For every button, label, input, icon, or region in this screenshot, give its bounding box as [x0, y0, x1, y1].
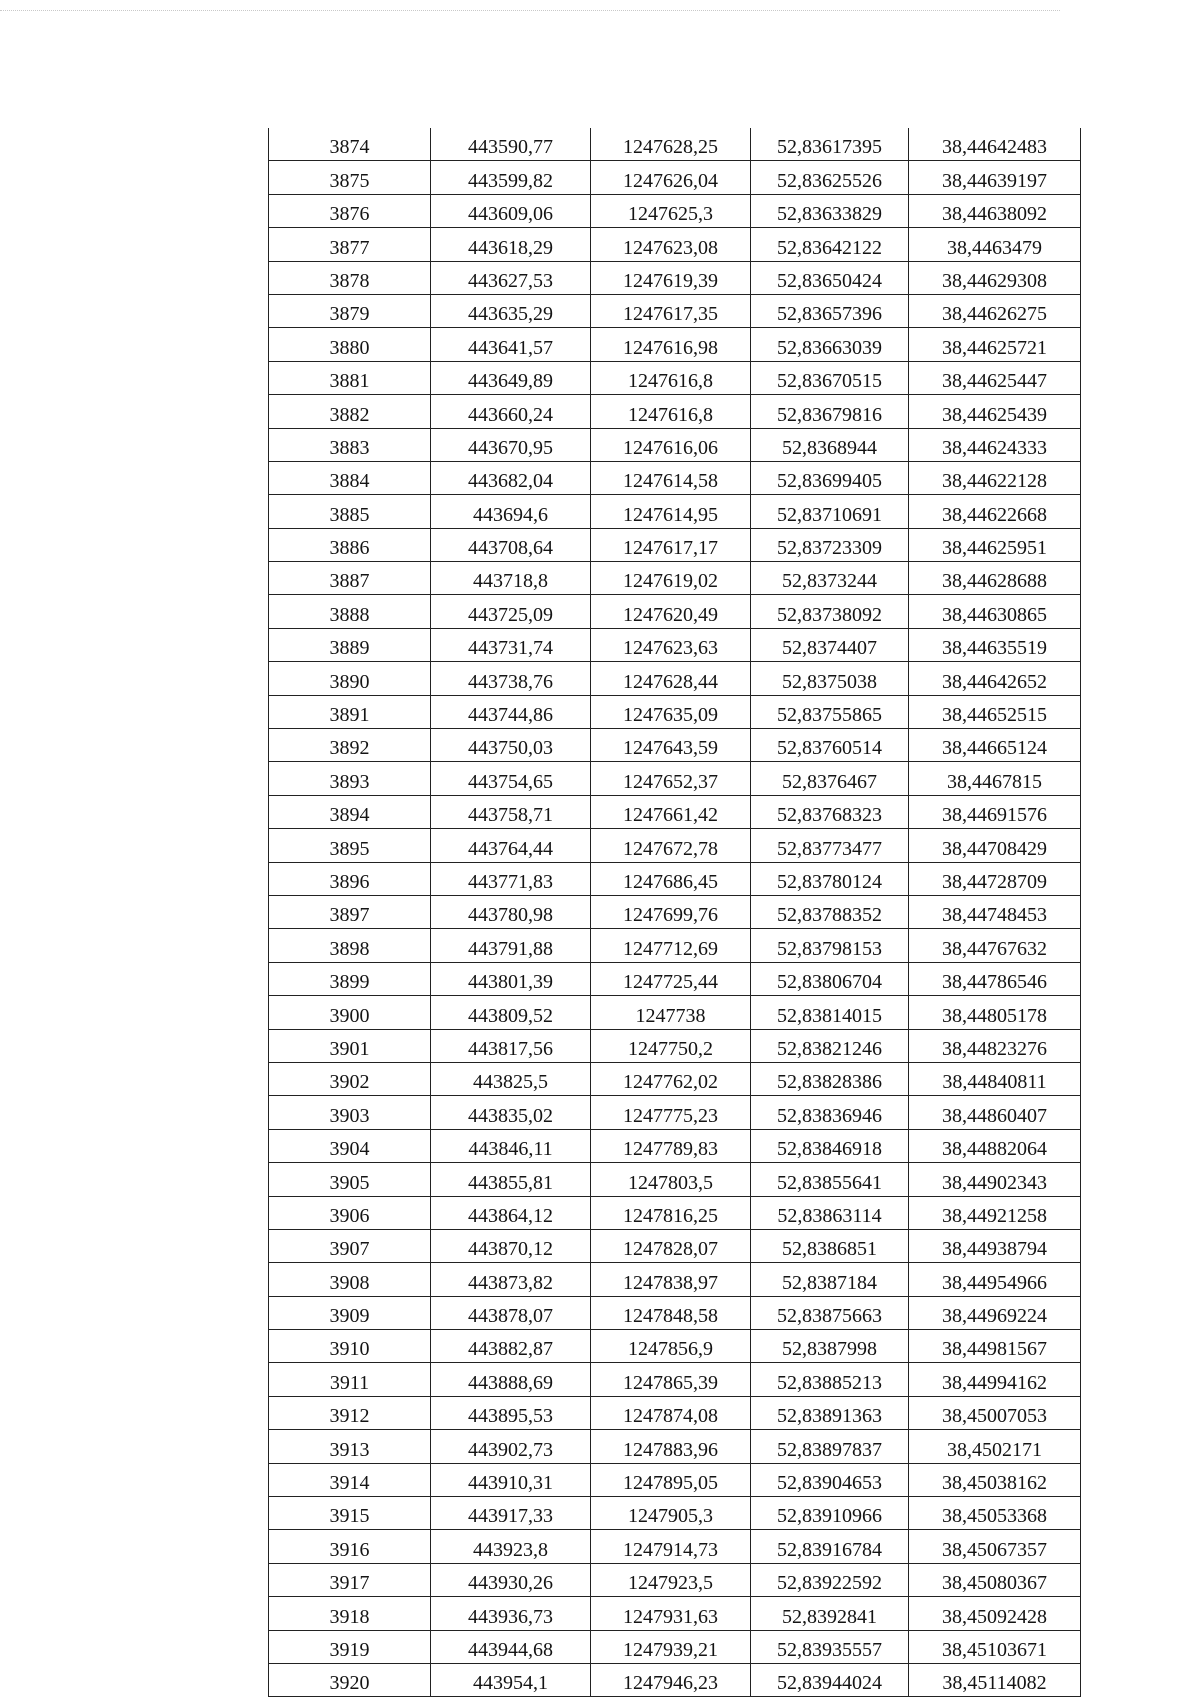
- coord-y-cell: 1247905,3: [591, 1497, 751, 1530]
- coord-y-cell: 1247931,63: [591, 1597, 751, 1630]
- coord-x-cell: 443895,53: [431, 1396, 591, 1429]
- coord-lat-cell: 52,83773477: [751, 829, 909, 862]
- coord-y-cell: 1247848,58: [591, 1296, 751, 1329]
- coord-lon-cell: 38,4502171: [909, 1430, 1081, 1463]
- table-row: [269, 1530, 1081, 1563]
- point-number-cell: 3884: [269, 461, 431, 494]
- coord-lon-cell: 38,44860407: [909, 1096, 1081, 1129]
- coord-x-cell: 443864,12: [431, 1196, 591, 1229]
- point-number-cell: 3875: [269, 161, 431, 194]
- coord-x-cell: 443708,64: [431, 528, 591, 561]
- table-row: [269, 562, 1081, 595]
- coord-x-cell: 443694,6: [431, 495, 591, 528]
- coord-x-cell: 443590,77: [431, 128, 591, 161]
- table-row: [269, 428, 1081, 461]
- coord-y-cell: 1247616,06: [591, 428, 751, 461]
- coord-x-cell: 443731,74: [431, 628, 591, 661]
- coord-lat-cell: 52,83657396: [751, 294, 909, 327]
- coord-y-cell: 1247750,2: [591, 1029, 751, 1062]
- coord-x-cell: 443764,44: [431, 829, 591, 862]
- coord-y-cell: 1247635,09: [591, 695, 751, 728]
- coord-y-cell: 1247628,44: [591, 662, 751, 695]
- point-number-cell: 3882: [269, 395, 431, 428]
- coord-lat-cell: 52,8387184: [751, 1263, 909, 1296]
- coord-lon-cell: 38,4467815: [909, 762, 1081, 795]
- table-row: [269, 361, 1081, 394]
- coord-x-cell: 443817,56: [431, 1029, 591, 1062]
- coord-x-cell: 443750,03: [431, 729, 591, 762]
- coord-x-cell: 443718,8: [431, 562, 591, 595]
- coord-lat-cell: 52,83755865: [751, 695, 909, 728]
- table-row: [269, 1029, 1081, 1062]
- table-row: [269, 1330, 1081, 1363]
- coord-lon-cell: 38,44981567: [909, 1330, 1081, 1363]
- coord-lon-cell: 38,44622668: [909, 495, 1081, 528]
- coord-lat-cell: 52,8368944: [751, 428, 909, 461]
- point-number-cell: 3889: [269, 628, 431, 661]
- coord-lat-cell: 52,83768323: [751, 795, 909, 828]
- coord-y-cell: 1247614,58: [591, 461, 751, 494]
- table-row: [269, 1463, 1081, 1496]
- coord-x-cell: 443635,29: [431, 294, 591, 327]
- coord-lat-cell: 52,8386851: [751, 1229, 909, 1262]
- table-row: [269, 1062, 1081, 1095]
- coord-y-cell: 1247856,9: [591, 1330, 751, 1363]
- coord-x-cell: 443660,24: [431, 395, 591, 428]
- point-number-cell: 3890: [269, 662, 431, 695]
- coord-lon-cell: 38,44625951: [909, 528, 1081, 561]
- point-number-cell: 3877: [269, 228, 431, 261]
- point-number-cell: 3914: [269, 1463, 431, 1496]
- coord-y-cell: 1247712,69: [591, 929, 751, 962]
- coord-y-cell: 1247895,05: [591, 1463, 751, 1496]
- coord-y-cell: 1247874,08: [591, 1396, 751, 1429]
- coord-x-cell: 443888,69: [431, 1363, 591, 1396]
- coord-lon-cell: 38,44625721: [909, 328, 1081, 361]
- coord-y-cell: 1247762,02: [591, 1062, 751, 1095]
- coord-lat-cell: 52,83885213: [751, 1363, 909, 1396]
- coord-lat-cell: 52,83836946: [751, 1096, 909, 1129]
- point-number-cell: 3896: [269, 862, 431, 895]
- table-row: [269, 595, 1081, 628]
- coord-lat-cell: 52,8387998: [751, 1330, 909, 1363]
- table-row: [269, 829, 1081, 862]
- coord-lat-cell: 52,83670515: [751, 361, 909, 394]
- point-number-cell: 3897: [269, 895, 431, 928]
- coord-lat-cell: 52,83788352: [751, 895, 909, 928]
- coord-lon-cell: 38,44748453: [909, 895, 1081, 928]
- coord-lon-cell: 38,44708429: [909, 829, 1081, 862]
- coord-y-cell: 1247617,17: [591, 528, 751, 561]
- coord-lat-cell: 52,83922592: [751, 1563, 909, 1596]
- table-row: [269, 1263, 1081, 1296]
- coord-y-cell: 1247686,45: [591, 862, 751, 895]
- table-row: [269, 929, 1081, 962]
- coord-lat-cell: 52,83633829: [751, 194, 909, 227]
- coord-lat-cell: 52,8376467: [751, 762, 909, 795]
- table-row: [269, 962, 1081, 995]
- coord-lat-cell: 52,83863114: [751, 1196, 909, 1229]
- coord-lat-cell: 52,83710691: [751, 495, 909, 528]
- coord-lat-cell: 52,83891363: [751, 1396, 909, 1429]
- point-number-cell: 3886: [269, 528, 431, 561]
- coord-lat-cell: 52,83935557: [751, 1630, 909, 1663]
- coord-x-cell: 443923,8: [431, 1530, 591, 1563]
- coord-lon-cell: 38,44622128: [909, 461, 1081, 494]
- coord-y-cell: 1247789,83: [591, 1129, 751, 1162]
- point-number-cell: 3899: [269, 962, 431, 995]
- point-number-cell: 3880: [269, 328, 431, 361]
- coord-y-cell: 1247725,44: [591, 962, 751, 995]
- table-row: [269, 1229, 1081, 1262]
- coord-x-cell: 443917,33: [431, 1497, 591, 1530]
- coord-x-cell: 443930,26: [431, 1563, 591, 1596]
- coord-y-cell: 1247914,73: [591, 1530, 751, 1563]
- table-row: [269, 495, 1081, 528]
- coord-lon-cell: 38,45007053: [909, 1396, 1081, 1429]
- table-row: [269, 1597, 1081, 1630]
- coord-lat-cell: 52,83846918: [751, 1129, 909, 1162]
- coord-lat-cell: 52,83828386: [751, 1062, 909, 1095]
- point-number-cell: 3895: [269, 829, 431, 862]
- coord-lon-cell: 38,45080367: [909, 1563, 1081, 1596]
- coord-lon-cell: 38,4463479: [909, 228, 1081, 261]
- coord-y-cell: 1247816,25: [591, 1196, 751, 1229]
- coord-lon-cell: 38,44625439: [909, 395, 1081, 428]
- coord-x-cell: 443825,5: [431, 1062, 591, 1095]
- coord-lat-cell: 52,83798153: [751, 929, 909, 962]
- point-number-cell: 3906: [269, 1196, 431, 1229]
- coord-y-cell: 1247617,35: [591, 294, 751, 327]
- coord-x-cell: 443835,02: [431, 1096, 591, 1129]
- point-number-cell: 3874: [269, 128, 431, 161]
- table-row: [269, 294, 1081, 327]
- coord-x-cell: 443758,71: [431, 795, 591, 828]
- scan-edge-line: [0, 10, 1060, 11]
- point-number-cell: 3911: [269, 1363, 431, 1396]
- coord-x-cell: 443910,31: [431, 1463, 591, 1496]
- coord-y-cell: 1247672,78: [591, 829, 751, 862]
- coord-lon-cell: 38,44902343: [909, 1163, 1081, 1196]
- coord-x-cell: 443809,52: [431, 996, 591, 1029]
- coord-y-cell: 1247738: [591, 996, 751, 1029]
- coord-lat-cell: 52,83814015: [751, 996, 909, 1029]
- table-row: [269, 128, 1081, 161]
- coord-lat-cell: 52,83904653: [751, 1463, 909, 1496]
- coord-lat-cell: 52,83679816: [751, 395, 909, 428]
- coord-lat-cell: 52,83699405: [751, 461, 909, 494]
- coord-lon-cell: 38,44628688: [909, 562, 1081, 595]
- table-row: [269, 1663, 1081, 1696]
- point-number-cell: 3898: [269, 929, 431, 962]
- coord-lat-cell: 52,83650424: [751, 261, 909, 294]
- point-number-cell: 3900: [269, 996, 431, 1029]
- table-row: [269, 729, 1081, 762]
- coord-x-cell: 443609,06: [431, 194, 591, 227]
- coord-lat-cell: 52,83897837: [751, 1430, 909, 1463]
- table-row: [269, 1129, 1081, 1162]
- point-number-cell: 3887: [269, 562, 431, 595]
- point-number-cell: 3878: [269, 261, 431, 294]
- coord-lon-cell: 38,44954966: [909, 1263, 1081, 1296]
- coord-x-cell: 443641,57: [431, 328, 591, 361]
- coord-y-cell: 1247616,8: [591, 395, 751, 428]
- coord-lat-cell: 52,83617395: [751, 128, 909, 161]
- coord-y-cell: 1247625,3: [591, 194, 751, 227]
- table-row: [269, 1363, 1081, 1396]
- coord-y-cell: 1247865,39: [591, 1363, 751, 1396]
- coord-lon-cell: 38,44629308: [909, 261, 1081, 294]
- coord-lon-cell: 38,44639197: [909, 161, 1081, 194]
- coordinates-table: [268, 128, 1081, 1697]
- coord-lon-cell: 38,44626275: [909, 294, 1081, 327]
- table-row: [269, 1430, 1081, 1463]
- coord-lon-cell: 38,44665124: [909, 729, 1081, 762]
- table-row: [269, 1563, 1081, 1596]
- table-row: [269, 795, 1081, 828]
- table-row: [269, 1096, 1081, 1129]
- coord-lon-cell: 38,44938794: [909, 1229, 1081, 1262]
- point-number-cell: 3904: [269, 1129, 431, 1162]
- point-number-cell: 3918: [269, 1597, 431, 1630]
- coord-lat-cell: 52,83875663: [751, 1296, 909, 1329]
- coord-lon-cell: 38,44642483: [909, 128, 1081, 161]
- coord-lon-cell: 38,44994162: [909, 1363, 1081, 1396]
- coord-x-cell: 443744,86: [431, 695, 591, 728]
- point-number-cell: 3916: [269, 1530, 431, 1563]
- table-row: [269, 762, 1081, 795]
- coordinates-table-body: [269, 128, 1081, 1697]
- point-number-cell: 3908: [269, 1263, 431, 1296]
- table-row: [269, 1196, 1081, 1229]
- coord-x-cell: 443944,68: [431, 1630, 591, 1663]
- coord-lon-cell: 38,44624333: [909, 428, 1081, 461]
- table-row: [269, 996, 1081, 1029]
- coord-lon-cell: 38,44882064: [909, 1129, 1081, 1162]
- coord-lat-cell: 52,83944024: [751, 1663, 909, 1696]
- coord-lat-cell: 52,8375038: [751, 662, 909, 695]
- coord-y-cell: 1247775,23: [591, 1096, 751, 1129]
- coord-x-cell: 443791,88: [431, 929, 591, 962]
- coord-y-cell: 1247623,63: [591, 628, 751, 661]
- coord-y-cell: 1247699,76: [591, 895, 751, 928]
- coord-y-cell: 1247923,5: [591, 1563, 751, 1596]
- table-row: [269, 194, 1081, 227]
- point-number-cell: 3901: [269, 1029, 431, 1062]
- coord-y-cell: 1247939,21: [591, 1630, 751, 1663]
- coord-lon-cell: 38,45067357: [909, 1530, 1081, 1563]
- coord-x-cell: 443878,07: [431, 1296, 591, 1329]
- point-number-cell: 3881: [269, 361, 431, 394]
- coord-x-cell: 443682,04: [431, 461, 591, 494]
- coord-lat-cell: 52,83738092: [751, 595, 909, 628]
- point-number-cell: 3892: [269, 729, 431, 762]
- table-row: [269, 895, 1081, 928]
- coord-y-cell: 1247828,07: [591, 1229, 751, 1262]
- coord-x-cell: 443738,76: [431, 662, 591, 695]
- coord-x-cell: 443846,11: [431, 1129, 591, 1162]
- coord-x-cell: 443882,87: [431, 1330, 591, 1363]
- coord-lon-cell: 38,45053368: [909, 1497, 1081, 1530]
- table-row: [269, 328, 1081, 361]
- coord-lon-cell: 38,44691576: [909, 795, 1081, 828]
- point-number-cell: 3883: [269, 428, 431, 461]
- point-number-cell: 3902: [269, 1062, 431, 1095]
- coord-lon-cell: 38,44728709: [909, 862, 1081, 895]
- table-row: [269, 1497, 1081, 1530]
- coord-y-cell: 1247623,08: [591, 228, 751, 261]
- coord-x-cell: 443873,82: [431, 1263, 591, 1296]
- point-number-cell: 3894: [269, 795, 431, 828]
- coord-lon-cell: 38,45103671: [909, 1630, 1081, 1663]
- coord-x-cell: 443801,39: [431, 962, 591, 995]
- table-row: [269, 695, 1081, 728]
- coord-y-cell: 1247616,98: [591, 328, 751, 361]
- point-number-cell: 3919: [269, 1630, 431, 1663]
- coord-y-cell: 1247883,96: [591, 1430, 751, 1463]
- coord-x-cell: 443725,09: [431, 595, 591, 628]
- coord-lat-cell: 52,83663039: [751, 328, 909, 361]
- point-number-cell: 3905: [269, 1163, 431, 1196]
- table-row: [269, 1163, 1081, 1196]
- coord-lon-cell: 38,44630865: [909, 595, 1081, 628]
- table-row: [269, 1396, 1081, 1429]
- coord-y-cell: 1247946,23: [591, 1663, 751, 1696]
- coord-lat-cell: 52,83625526: [751, 161, 909, 194]
- point-number-cell: 3907: [269, 1229, 431, 1262]
- coord-lon-cell: 38,44921258: [909, 1196, 1081, 1229]
- point-number-cell: 3909: [269, 1296, 431, 1329]
- table-row: [269, 628, 1081, 661]
- coord-lon-cell: 38,44823276: [909, 1029, 1081, 1062]
- coord-lat-cell: 52,83723309: [751, 528, 909, 561]
- coord-y-cell: 1247652,37: [591, 762, 751, 795]
- point-number-cell: 3917: [269, 1563, 431, 1596]
- coord-lat-cell: 52,83760514: [751, 729, 909, 762]
- coord-x-cell: 443627,53: [431, 261, 591, 294]
- coord-lat-cell: 52,8392841: [751, 1597, 909, 1630]
- point-number-cell: 3888: [269, 595, 431, 628]
- table-row: [269, 395, 1081, 428]
- table-row: [269, 228, 1081, 261]
- coord-y-cell: 1247803,5: [591, 1163, 751, 1196]
- table-row: [269, 862, 1081, 895]
- coord-lon-cell: 38,44969224: [909, 1296, 1081, 1329]
- coord-y-cell: 1247619,02: [591, 562, 751, 595]
- point-number-cell: 3915: [269, 1497, 431, 1530]
- coord-lon-cell: 38,45038162: [909, 1463, 1081, 1496]
- coord-y-cell: 1247838,97: [591, 1263, 751, 1296]
- coord-lat-cell: 52,83806704: [751, 962, 909, 995]
- coord-y-cell: 1247616,8: [591, 361, 751, 394]
- coord-lon-cell: 38,44642652: [909, 662, 1081, 695]
- coord-y-cell: 1247628,25: [591, 128, 751, 161]
- coord-x-cell: 443599,82: [431, 161, 591, 194]
- point-number-cell: 3912: [269, 1396, 431, 1429]
- coord-lon-cell: 38,44786546: [909, 962, 1081, 995]
- coord-x-cell: 443870,12: [431, 1229, 591, 1262]
- coord-lon-cell: 38,44635519: [909, 628, 1081, 661]
- coord-y-cell: 1247661,42: [591, 795, 751, 828]
- coord-x-cell: 443855,81: [431, 1163, 591, 1196]
- table-row: [269, 528, 1081, 561]
- coord-lat-cell: 52,83821246: [751, 1029, 909, 1062]
- coord-x-cell: 443754,65: [431, 762, 591, 795]
- table-row: [269, 1296, 1081, 1329]
- point-number-cell: 3885: [269, 495, 431, 528]
- coord-lat-cell: 52,83780124: [751, 862, 909, 895]
- coord-lon-cell: 38,44625447: [909, 361, 1081, 394]
- coord-x-cell: 443936,73: [431, 1597, 591, 1630]
- coord-x-cell: 443902,73: [431, 1430, 591, 1463]
- point-number-cell: 3903: [269, 1096, 431, 1129]
- point-number-cell: 3879: [269, 294, 431, 327]
- coord-lon-cell: 38,44805178: [909, 996, 1081, 1029]
- coord-y-cell: 1247643,59: [591, 729, 751, 762]
- coord-lon-cell: 38,45092428: [909, 1597, 1081, 1630]
- coord-y-cell: 1247626,04: [591, 161, 751, 194]
- coord-lat-cell: 52,83855641: [751, 1163, 909, 1196]
- coord-lat-cell: 52,83910966: [751, 1497, 909, 1530]
- coord-y-cell: 1247619,39: [591, 261, 751, 294]
- point-number-cell: 3893: [269, 762, 431, 795]
- coord-y-cell: 1247614,95: [591, 495, 751, 528]
- coord-lat-cell: 52,83916784: [751, 1530, 909, 1563]
- coord-x-cell: 443954,1: [431, 1663, 591, 1696]
- coord-x-cell: 443771,83: [431, 862, 591, 895]
- table-row: [269, 1630, 1081, 1663]
- table-row: [269, 461, 1081, 494]
- coord-lon-cell: 38,44652515: [909, 695, 1081, 728]
- point-number-cell: 3891: [269, 695, 431, 728]
- table-row: [269, 261, 1081, 294]
- point-number-cell: 3876: [269, 194, 431, 227]
- point-number-cell: 3913: [269, 1430, 431, 1463]
- table-row: [269, 161, 1081, 194]
- coord-x-cell: 443618,29: [431, 228, 591, 261]
- point-number-cell: 3920: [269, 1663, 431, 1696]
- coord-lon-cell: 38,44767632: [909, 929, 1081, 962]
- point-number-cell: 3910: [269, 1330, 431, 1363]
- coord-lat-cell: 52,83642122: [751, 228, 909, 261]
- coord-lon-cell: 38,44840811: [909, 1062, 1081, 1095]
- table-row: [269, 662, 1081, 695]
- coord-lon-cell: 38,45114082: [909, 1663, 1081, 1696]
- coord-x-cell: 443670,95: [431, 428, 591, 461]
- coord-y-cell: 1247620,49: [591, 595, 751, 628]
- coord-x-cell: 443649,89: [431, 361, 591, 394]
- coord-lat-cell: 52,8374407: [751, 628, 909, 661]
- coord-lon-cell: 38,44638092: [909, 194, 1081, 227]
- coord-x-cell: 443780,98: [431, 895, 591, 928]
- coord-lat-cell: 52,8373244: [751, 562, 909, 595]
